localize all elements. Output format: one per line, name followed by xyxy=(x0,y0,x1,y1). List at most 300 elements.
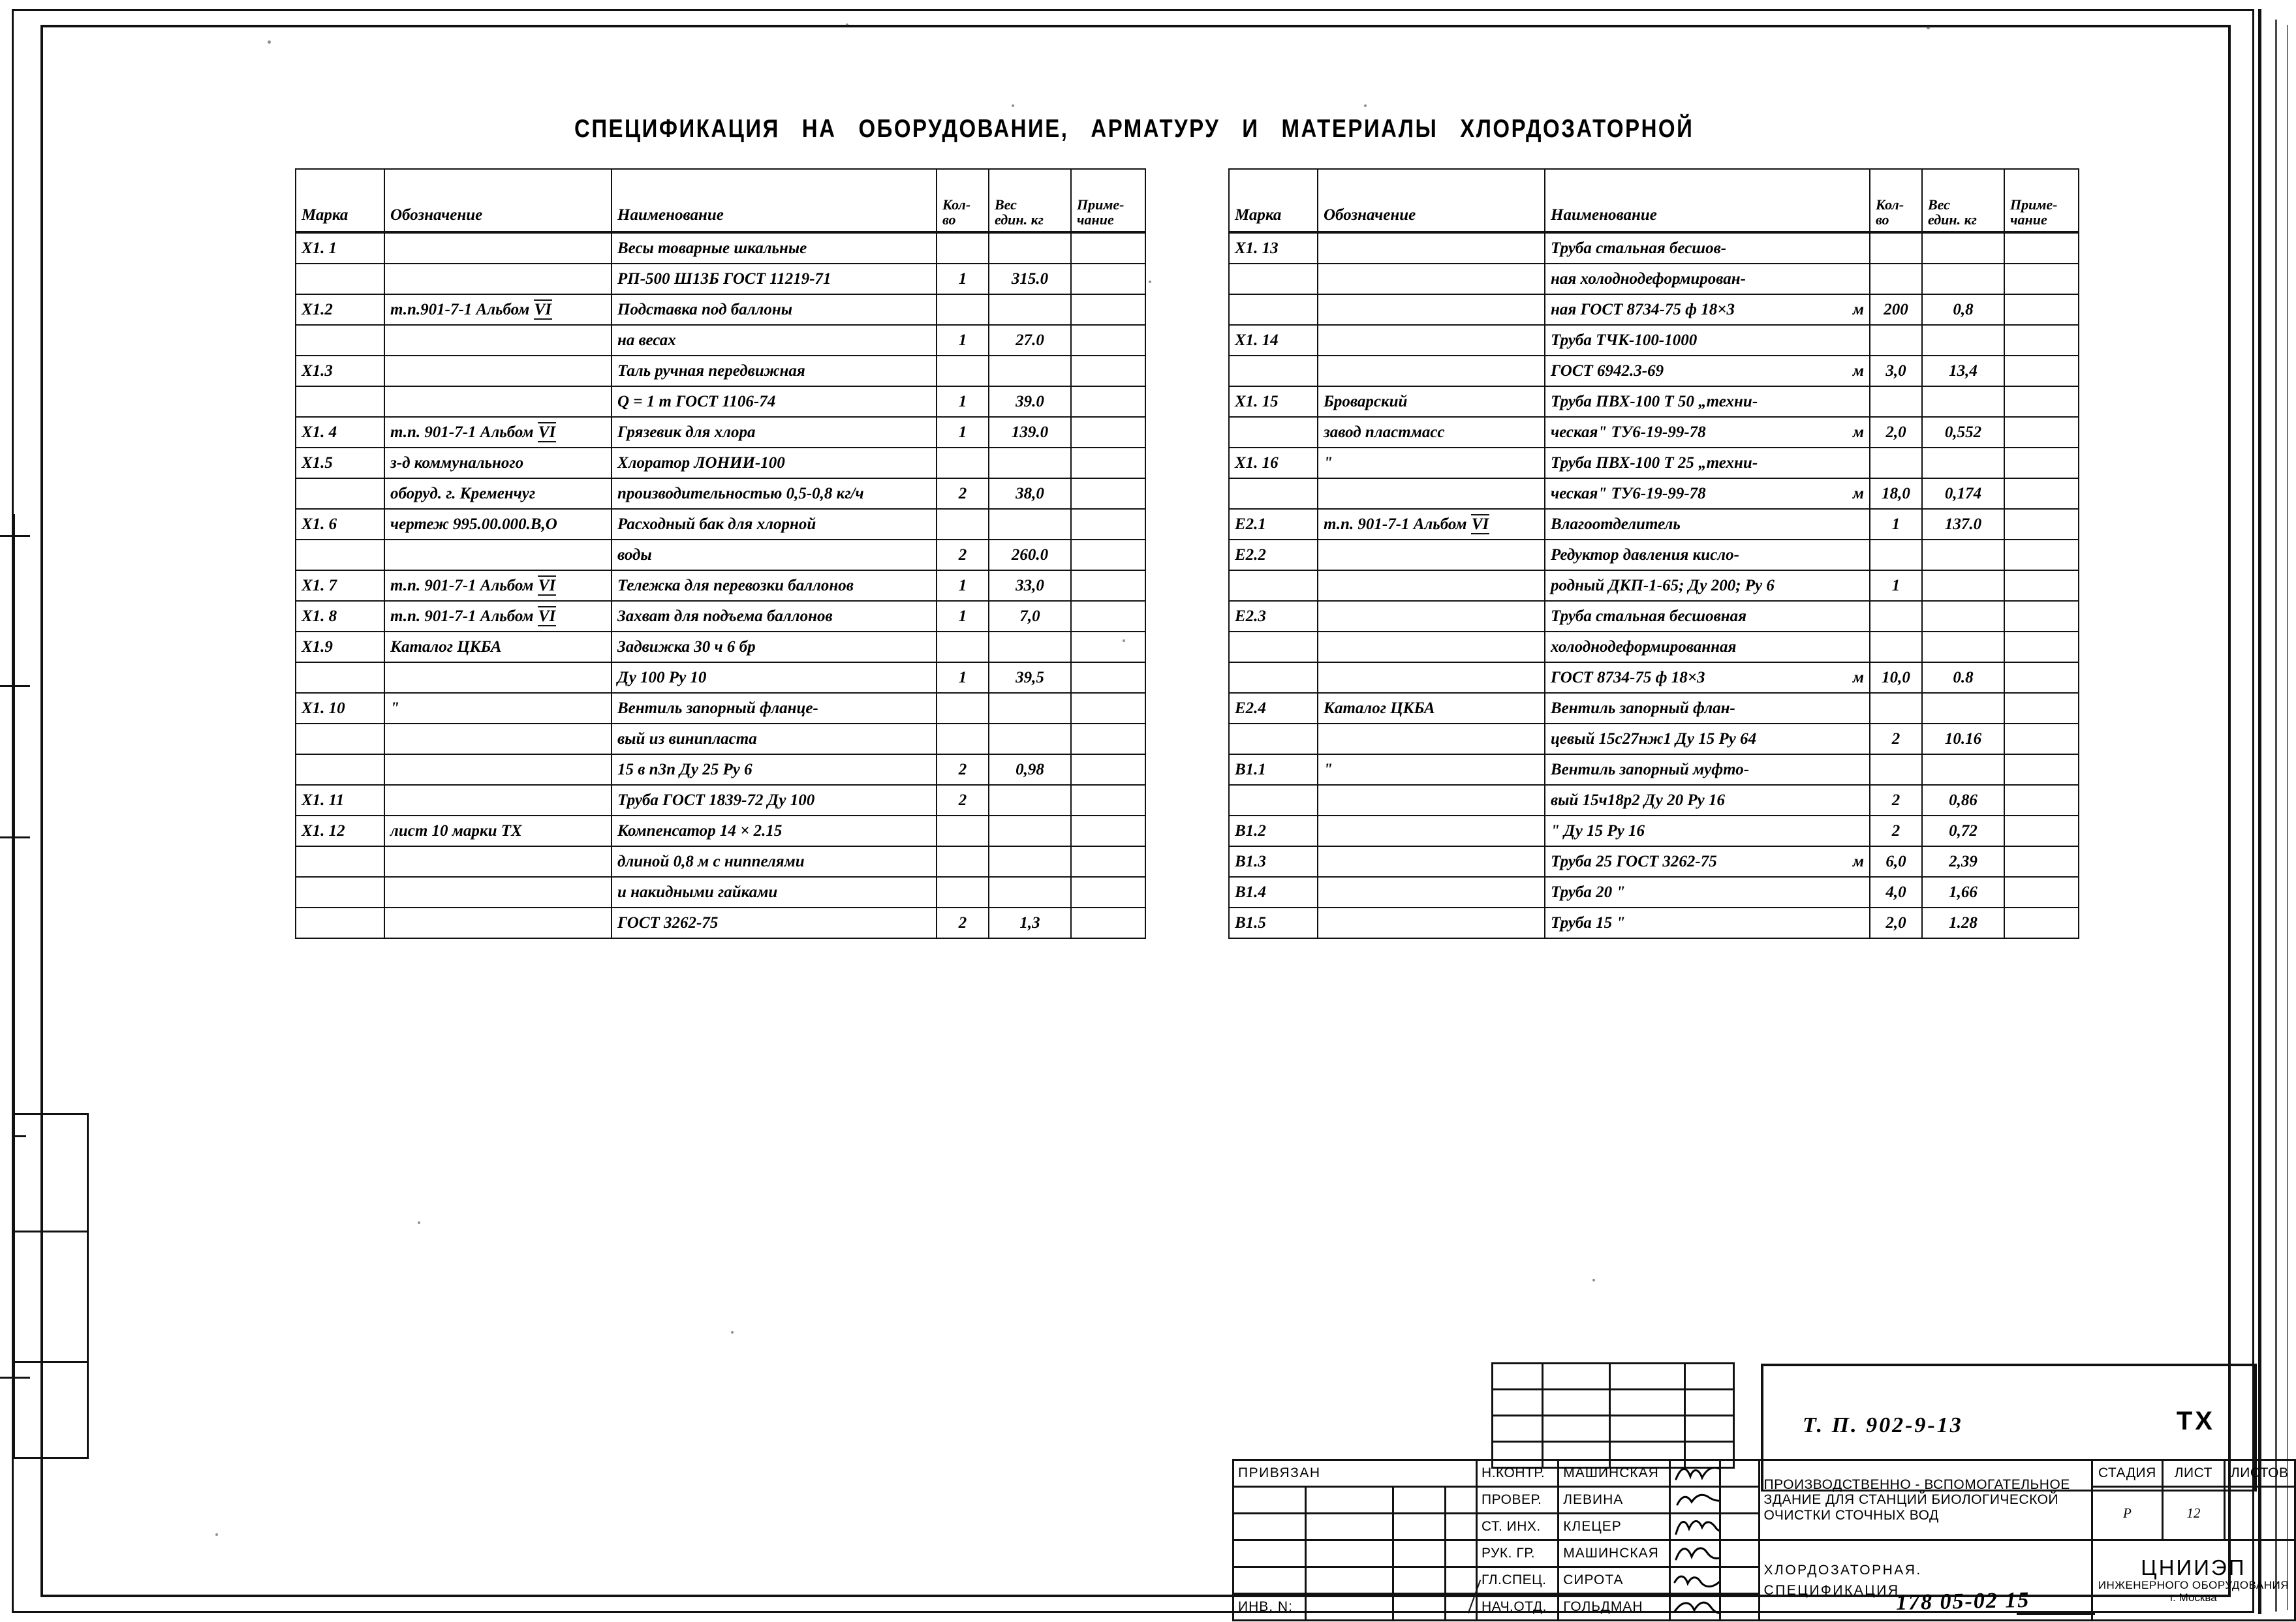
cell-designation xyxy=(384,662,612,693)
cell-note xyxy=(1071,478,1145,509)
cell-weight: 1,66 xyxy=(1922,877,2004,908)
col-header-note-line1: Приме- xyxy=(2010,196,2058,213)
cell-name: вый 15ч18р2 Ду 20 Ру 16 xyxy=(1545,785,1870,816)
cell-quantity xyxy=(937,877,989,908)
table-row xyxy=(1229,601,2079,632)
sheets-header: ЛИСТОВ xyxy=(2224,1460,2295,1487)
cell-quantity xyxy=(1870,264,1922,294)
cell-mark xyxy=(1229,570,1318,601)
tb-cell xyxy=(1233,1514,1306,1540)
cell-quantity: 1 xyxy=(937,570,989,601)
table-row xyxy=(1229,662,2079,693)
table-row xyxy=(296,908,1145,938)
signature-scribble-2 xyxy=(1673,1516,1720,1538)
titleblock-upper-grid xyxy=(1491,1362,1735,1469)
cell-note xyxy=(2004,724,2079,754)
cell-designation xyxy=(384,724,612,754)
cell-designation xyxy=(1318,662,1545,693)
cell-weight: 0,86 xyxy=(1922,785,2004,816)
stage-header: СТАДИЯ xyxy=(2092,1460,2162,1487)
date-field-4[interactable] xyxy=(1720,1567,1759,1594)
sheet-value: 12 xyxy=(2163,1487,2224,1540)
cell-mark xyxy=(1229,785,1318,816)
cell-note xyxy=(2004,846,2079,877)
cell-note xyxy=(2004,693,2079,724)
cell-quantity xyxy=(937,693,989,724)
cell-quantity xyxy=(1870,632,1922,662)
table-row xyxy=(296,724,1145,754)
table-row xyxy=(296,785,1145,816)
cell-quantity: 1 xyxy=(1870,509,1922,540)
table-row xyxy=(296,693,1145,724)
binding-tick xyxy=(0,1377,30,1379)
signature-field-5[interactable] xyxy=(1670,1594,1720,1621)
handwritten-underline xyxy=(2017,1613,2095,1615)
cell-designation xyxy=(384,232,612,264)
col-header-quantity xyxy=(937,169,989,232)
cell-note xyxy=(2004,386,2079,417)
cell-designation xyxy=(1318,632,1545,662)
cell-note xyxy=(1071,570,1145,601)
cell-designation xyxy=(1318,356,1545,386)
cell-mark xyxy=(1229,417,1318,448)
cell-note xyxy=(1071,325,1145,356)
col-header-note-line2: чание xyxy=(2010,211,2047,228)
tb-cell xyxy=(1446,1567,1477,1594)
cell-weight: 0.8 xyxy=(1922,662,2004,693)
drawing-section-label: ТХ xyxy=(2176,1407,2215,1435)
col-header-note xyxy=(2004,169,2079,232)
cell-note xyxy=(2004,785,2079,816)
cell-name: производительностью 0,5-0,8 кг/ч xyxy=(612,478,937,509)
tb-cell xyxy=(1306,1567,1393,1594)
table-row xyxy=(296,754,1145,785)
tb-cell xyxy=(1446,1540,1477,1567)
table-header-row xyxy=(296,169,1145,232)
cell-weight: 10.16 xyxy=(1922,724,2004,754)
cell-mark xyxy=(1229,478,1318,509)
cell-name: холоднодеформированная xyxy=(1545,632,1870,662)
cell-weight xyxy=(989,877,1071,908)
cell-name: Труба 15 " xyxy=(1545,908,1870,938)
cell-quantity: 3,0 xyxy=(1870,356,1922,386)
cell-mark: В1.4 xyxy=(1229,877,1318,908)
cell-note xyxy=(1071,601,1145,632)
cell-designation xyxy=(1318,325,1545,356)
table-row xyxy=(1229,264,2079,294)
cell-quantity xyxy=(937,724,989,754)
table-row xyxy=(1229,816,2079,846)
cell-mark: X1. 10 xyxy=(296,693,384,724)
signature-field-4[interactable] xyxy=(1670,1567,1720,1594)
cell-quantity: 2 xyxy=(937,478,989,509)
cell-unit: м xyxy=(1852,423,1864,441)
col-header-designation: Обозначение xyxy=(1318,169,1545,232)
person-name-3: МАШИНСКАЯ xyxy=(1559,1540,1670,1567)
cell-quantity: 2 xyxy=(1870,785,1922,816)
scan-speck xyxy=(1364,104,1367,107)
signature-scribble-0 xyxy=(1673,1462,1720,1484)
cell-designation: т.п. 901-7-1 Альбом VI xyxy=(384,417,612,448)
spec-table-left xyxy=(295,168,1146,939)
tb-cell xyxy=(1543,1416,1610,1442)
table-row xyxy=(296,294,1145,325)
table-row xyxy=(296,478,1145,509)
cell-quantity: 4,0 xyxy=(1870,877,1922,908)
cell-designation xyxy=(384,264,612,294)
binding-tick xyxy=(0,685,30,687)
page-title-word: ОБОРУДОВАНИЕ, xyxy=(858,114,1069,143)
cell-weight xyxy=(1922,601,2004,632)
table-row xyxy=(1229,325,2079,356)
scan-speck xyxy=(1012,104,1014,107)
cell-weight: 315.0 xyxy=(989,264,1071,294)
cell-mark: X1. 1 xyxy=(296,232,384,264)
cell-designation xyxy=(384,785,612,816)
cell-mark: X1.2 xyxy=(296,294,384,325)
cell-designation xyxy=(384,877,612,908)
cell-designation: т.п.901-7-1 Альбом VI xyxy=(384,294,612,325)
cell-name: Тележка для перевозки баллонов xyxy=(612,570,937,601)
cell-mark xyxy=(1229,264,1318,294)
binding-cell xyxy=(13,1361,89,1459)
binding-tick xyxy=(14,1135,26,1137)
cell-name: на весах xyxy=(612,325,937,356)
cell-name: 15 в п3п Ду 25 Ру 6 xyxy=(612,754,937,785)
tb-cell xyxy=(1233,1567,1306,1594)
cell-name: ГОСТ 6942.3-69 м xyxy=(1545,356,1870,386)
roman-numeral: VI xyxy=(538,607,556,625)
tb-cell xyxy=(1233,1487,1306,1514)
cell-note xyxy=(1071,846,1145,877)
cell-designation xyxy=(1318,846,1545,877)
col-header-mark: Марка xyxy=(1229,169,1318,232)
cell-quantity xyxy=(937,816,989,846)
cell-note xyxy=(1071,632,1145,662)
binding-cell xyxy=(13,1113,89,1231)
cell-mark xyxy=(296,877,384,908)
person-name-2: КЛЕЦЕР xyxy=(1559,1514,1670,1540)
cell-mark: Е2.4 xyxy=(1229,693,1318,724)
cell-note xyxy=(1071,386,1145,417)
cell-mark xyxy=(1229,356,1318,386)
cell-designation: " xyxy=(1318,754,1545,785)
cell-quantity: 1 xyxy=(937,662,989,693)
cell-name: Хлоратор ЛОНИИ-100 xyxy=(612,448,937,478)
role-label-2: СТ. ИНХ. xyxy=(1477,1514,1559,1540)
col-header-weight-line1: Вес xyxy=(1928,196,1950,213)
col-header-quantity-line1: Кол- xyxy=(1876,196,1904,213)
tb-cell xyxy=(1306,1487,1393,1514)
cell-note xyxy=(1071,754,1145,785)
date-field-5[interactable] xyxy=(1720,1594,1759,1621)
cell-unit: м xyxy=(1852,668,1864,686)
date-field-2[interactable] xyxy=(1720,1514,1759,1540)
object-description xyxy=(1759,1460,2092,1540)
cell-name: Труба стальная бесшов- xyxy=(1545,232,1870,264)
cell-quantity xyxy=(937,294,989,325)
cell-designation: лист 10 марки ТХ xyxy=(384,816,612,846)
cell-name: РП-500 Ш13Б ГОСТ 11219-71 xyxy=(612,264,937,294)
table-row xyxy=(296,877,1145,908)
cell-weight xyxy=(989,846,1071,877)
cell-weight xyxy=(989,693,1071,724)
col-header-name: Наименование xyxy=(612,169,937,232)
cell-weight xyxy=(1922,386,2004,417)
organization-block xyxy=(2092,1540,2295,1621)
cell-note xyxy=(2004,356,2079,386)
cell-weight: 2,39 xyxy=(1922,846,2004,877)
table-row xyxy=(1229,386,2079,417)
page-title-word: ХЛОРДОЗАТОРНОЙ xyxy=(1460,114,1694,143)
table-row xyxy=(296,540,1145,570)
cell-name: Весы товарные шкальные xyxy=(612,232,937,264)
cell-designation xyxy=(1318,294,1545,325)
tb-cell xyxy=(1493,1416,1543,1442)
cell-weight: 139.0 xyxy=(989,417,1071,448)
cell-note xyxy=(1071,816,1145,846)
cell-weight xyxy=(989,294,1071,325)
cell-designation xyxy=(1318,232,1545,264)
cell-mark xyxy=(296,724,384,754)
tb-cell xyxy=(1685,1364,1734,1390)
cell-weight: 39.0 xyxy=(989,386,1071,417)
col-header-quantity-line1: Кол- xyxy=(942,196,971,213)
cell-note xyxy=(1071,693,1145,724)
cell-note xyxy=(1071,294,1145,325)
cell-designation xyxy=(1318,908,1545,938)
cell-name: ческая" ТУ6-19-99-78 м xyxy=(1545,417,1870,448)
cell-mark: В1.3 xyxy=(1229,846,1318,877)
cell-mark xyxy=(296,662,384,693)
tb-cell xyxy=(1610,1416,1685,1442)
roman-numeral: VI xyxy=(1471,515,1489,533)
cell-mark xyxy=(296,386,384,417)
table-row xyxy=(1229,448,2079,478)
binding-cell xyxy=(13,1231,89,1361)
signature-field-3[interactable] xyxy=(1670,1540,1720,1567)
scan-speck xyxy=(418,1221,420,1224)
signature-field-0[interactable] xyxy=(1670,1460,1720,1487)
cell-quantity xyxy=(1870,540,1922,570)
cell-name: Труба ТЧК-100-1000 xyxy=(1545,325,1870,356)
cell-mark: X1. 16 xyxy=(1229,448,1318,478)
cell-note xyxy=(1071,509,1145,540)
tb-cell xyxy=(1543,1390,1610,1416)
cell-name: вый из винипласта xyxy=(612,724,937,754)
inventory-number-label: ИНВ. N: xyxy=(1233,1594,1306,1621)
cell-quantity: 2,0 xyxy=(1870,908,1922,938)
table-row xyxy=(1229,294,2079,325)
table-header-row xyxy=(1229,169,2079,232)
cell-mark xyxy=(1229,294,1318,325)
tb-cell xyxy=(1446,1487,1477,1514)
cell-designation: Каталог ЦКБА xyxy=(384,632,612,662)
cell-mark: X1. 15 xyxy=(1229,386,1318,417)
table-row xyxy=(296,325,1145,356)
cell-designation xyxy=(1318,264,1545,294)
scan-speck xyxy=(1592,1279,1595,1281)
col-header-weight-line2: един. кг xyxy=(1928,211,1977,228)
signature-scribble-4 xyxy=(1673,1569,1720,1591)
tb-cell xyxy=(1610,1390,1685,1416)
organization-city: г. Москва xyxy=(2170,1591,2217,1604)
cell-weight xyxy=(989,232,1071,264)
cell-weight xyxy=(989,724,1071,754)
cell-mark: X1.9 xyxy=(296,632,384,662)
binding-tick xyxy=(0,836,30,838)
cell-quantity xyxy=(1870,448,1922,478)
cell-designation xyxy=(1318,540,1545,570)
table-row xyxy=(296,816,1145,846)
cell-mark: Е2.1 xyxy=(1229,509,1318,540)
cell-designation xyxy=(1318,478,1545,509)
cell-designation xyxy=(384,540,612,570)
col-header-weight xyxy=(1922,169,2004,232)
tb-cell xyxy=(1393,1567,1445,1594)
cell-weight xyxy=(1922,448,2004,478)
cell-note xyxy=(1071,908,1145,938)
scan-speck xyxy=(1149,281,1151,283)
cell-name: Труба стальная бесшовная xyxy=(1545,601,1870,632)
cell-mark: X1. 14 xyxy=(1229,325,1318,356)
col-header-note-line2: чание xyxy=(1077,211,1114,228)
cell-name: ная холоднодеформирован- xyxy=(1545,264,1870,294)
cell-weight: 33,0 xyxy=(989,570,1071,601)
cell-quantity: 1 xyxy=(937,264,989,294)
privyazan-label: ПРИВЯЗАН xyxy=(1233,1460,1477,1487)
cell-weight xyxy=(989,509,1071,540)
cell-note xyxy=(1071,264,1145,294)
person-name-1: ЛЕВИНА xyxy=(1559,1487,1670,1514)
cell-name: Таль ручная передвижная xyxy=(612,356,937,386)
cell-quantity xyxy=(1870,325,1922,356)
table-row xyxy=(1229,632,2079,662)
cell-note xyxy=(1071,724,1145,754)
table-row xyxy=(296,509,1145,540)
cell-mark: X1. 11 xyxy=(296,785,384,816)
page-title-word: НА xyxy=(801,114,837,143)
cell-mark xyxy=(296,908,384,938)
cell-designation: т.п. 901-7-1 Альбом VI xyxy=(1318,509,1545,540)
col-header-quantity xyxy=(1870,169,1922,232)
page-title-word: МАТЕРИАЛЫ xyxy=(1281,114,1438,143)
col-header-quantity-line2: во xyxy=(942,211,956,228)
sheet-header: ЛИСТ xyxy=(2163,1460,2224,1487)
cell-weight xyxy=(989,785,1071,816)
object-description-line1: ПРОИЗВОДСТВЕННО - ВСПОМОГАТЕЛЬНОЕ xyxy=(1763,1477,2070,1492)
cell-mark xyxy=(296,264,384,294)
tb-cell xyxy=(1393,1487,1445,1514)
cell-name: Грязевик для хлора xyxy=(612,417,937,448)
cell-note xyxy=(2004,877,2079,908)
signature-field-1[interactable] xyxy=(1670,1487,1720,1514)
cell-note xyxy=(2004,816,2079,846)
cell-name: воды xyxy=(612,540,937,570)
table-row xyxy=(1229,232,2079,264)
cell-mark: В1.5 xyxy=(1229,908,1318,938)
cell-weight: 13,4 xyxy=(1922,356,2004,386)
cell-weight xyxy=(1922,540,2004,570)
cell-name: Задвижка 30 ч 6 бр xyxy=(612,632,937,662)
cell-note xyxy=(2004,509,2079,540)
sheet-edge-line xyxy=(2258,9,2261,1614)
cell-weight: 0,8 xyxy=(1922,294,2004,325)
organization-department: ИНЖЕНЕРНОГО ОБОРУДОВАНИЯ xyxy=(2098,1579,2289,1592)
cell-designation xyxy=(384,386,612,417)
cell-designation: з-д коммунального xyxy=(384,448,612,478)
date-field-3[interactable] xyxy=(1720,1540,1759,1567)
scan-speck xyxy=(731,1331,734,1334)
date-field-1[interactable] xyxy=(1720,1487,1759,1514)
cell-name: Труба 20 " xyxy=(1545,877,1870,908)
cell-name: Труба ПВХ-100 Т 50 „техни- xyxy=(1545,386,1870,417)
cell-unit: м xyxy=(1852,852,1864,870)
cell-unit: м xyxy=(1852,484,1864,502)
organization-name: ЦНИИЭП xyxy=(2141,1555,2246,1580)
table-row xyxy=(1229,417,2079,448)
cell-mark: X1.5 xyxy=(296,448,384,478)
cell-weight xyxy=(1922,693,2004,724)
cell-mark: X1. 8 xyxy=(296,601,384,632)
cell-weight xyxy=(989,816,1071,846)
date-field-0[interactable] xyxy=(1720,1460,1759,1487)
inventory-number-field[interactable] xyxy=(1306,1594,1393,1621)
cell-designation xyxy=(1318,816,1545,846)
cell-name: Труба 25 ГОСТ 3262-75 м xyxy=(1545,846,1870,877)
cell-name: Вентиль запорный муфто- xyxy=(1545,754,1870,785)
cell-designation xyxy=(1318,724,1545,754)
cell-note xyxy=(1071,448,1145,478)
signature-field-2[interactable] xyxy=(1670,1514,1720,1540)
cell-designation xyxy=(1318,601,1545,632)
cell-mark: X1. 4 xyxy=(296,417,384,448)
cell-quantity: 1 xyxy=(1870,570,1922,601)
table-row xyxy=(1229,693,2079,724)
cell-quantity: 2 xyxy=(937,754,989,785)
table-row xyxy=(296,448,1145,478)
col-header-note-line1: Приме- xyxy=(1077,196,1125,213)
cell-name: Ду 100 Ру 10 xyxy=(612,662,937,693)
cell-unit: м xyxy=(1852,361,1864,380)
cell-quantity: 2 xyxy=(1870,816,1922,846)
tb-cell xyxy=(1306,1540,1393,1567)
cell-name: Захват для подъема баллонов xyxy=(612,601,937,632)
cell-quantity: 1 xyxy=(937,601,989,632)
cell-quantity xyxy=(937,232,989,264)
tb-cell xyxy=(1306,1514,1393,1540)
tb-cell xyxy=(1685,1390,1734,1416)
table-row xyxy=(296,846,1145,877)
cell-name: Подставка под баллоны xyxy=(612,294,937,325)
cell-weight: 0,174 xyxy=(1922,478,2004,509)
cell-quantity: 1 xyxy=(937,386,989,417)
cell-weight: 1.28 xyxy=(1922,908,2004,938)
table-row xyxy=(1229,570,2079,601)
cell-designation xyxy=(384,846,612,877)
tb-cell xyxy=(1393,1540,1445,1567)
sheet-edge-line-secondary xyxy=(2275,20,2277,1612)
cell-name: " Ду 15 Ру 16 xyxy=(1545,816,1870,846)
cell-quantity xyxy=(937,632,989,662)
cell-designation: оборуд. г. Кременчуг xyxy=(384,478,612,509)
cell-note xyxy=(1071,232,1145,264)
cell-note xyxy=(2004,908,2079,938)
table-row xyxy=(1229,754,2079,785)
person-name-5: ГОЛЬДМАН xyxy=(1559,1594,1670,1621)
cell-designation: т.п. 901-7-1 Альбом VI xyxy=(384,570,612,601)
binding-stamp-column xyxy=(13,1113,91,1459)
